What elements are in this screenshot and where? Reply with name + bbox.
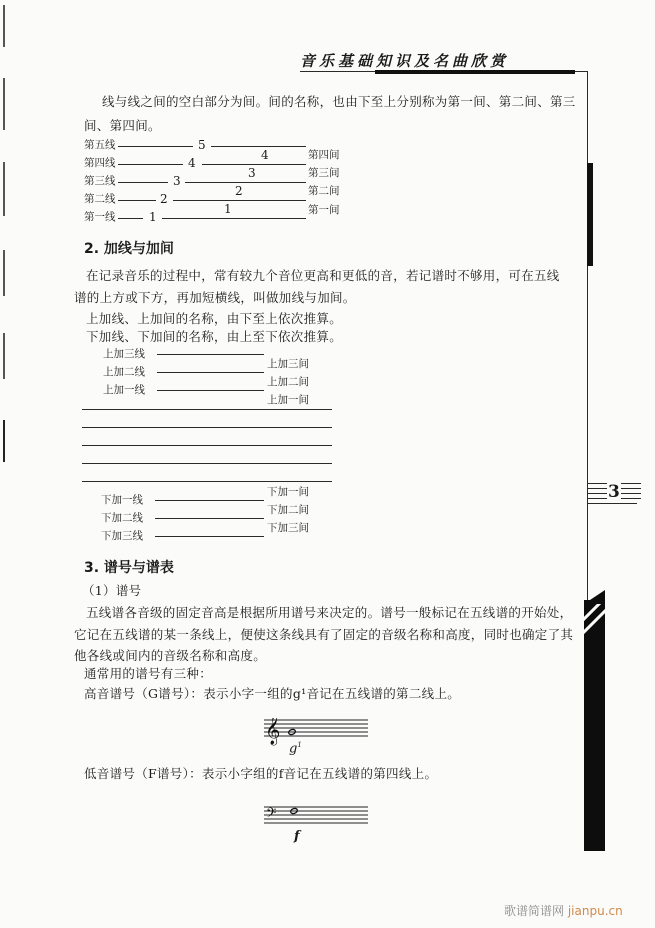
binding-mark bbox=[3, 420, 5, 462]
section-2-heading: 2. 加线与加间 bbox=[84, 241, 174, 257]
staff-line bbox=[82, 409, 332, 410]
lower-ledger-line-label-2: 下加二线 bbox=[101, 512, 143, 524]
bass-clef-staff bbox=[262, 805, 368, 835]
upper-ledger-line-label-1: 上加一线 bbox=[103, 384, 145, 396]
section-2-para-3: 下加线、下加间的名称，由上至下依次推算。 bbox=[86, 329, 343, 344]
decorative-side-bar-top bbox=[584, 590, 605, 604]
space-number-1: 1 bbox=[224, 202, 232, 216]
upper-ledger-space-label-2: 上加二间 bbox=[267, 376, 309, 388]
binding-mark bbox=[3, 333, 5, 379]
upper-ledger-space-label-1: 上加一间 bbox=[267, 394, 309, 406]
lower-ledger-space-label-3: 下加三间 bbox=[267, 522, 309, 534]
line-label-1: 第一线 bbox=[84, 211, 116, 223]
watermark: 歌谱简谱网 jianpu.cn bbox=[504, 904, 623, 918]
section-3-para-2: 通常用的谱号有三种： bbox=[84, 666, 213, 681]
bass-staff-svg bbox=[262, 805, 368, 835]
running-header-title: 音乐基础知识及名曲欣赏 bbox=[300, 52, 510, 70]
lower-ledger-space-label-2: 下加二间 bbox=[267, 504, 309, 516]
staff-line bbox=[82, 463, 332, 464]
line-label-5: 第五线 bbox=[84, 139, 116, 151]
page-tab bbox=[587, 481, 641, 505]
lower-ledger-line-label-3: 下加三线 bbox=[101, 530, 143, 542]
treble-staff-svg bbox=[262, 718, 368, 758]
lower-ledger-space-label-1: 下加一间 bbox=[267, 486, 309, 498]
section-2-para-1-line-1: 在记录音乐的过程中，常有较九个音位更高和更低的音，若记谱时不够用，可在五线 bbox=[86, 268, 560, 283]
treble-clef-staff bbox=[262, 718, 368, 758]
staff-line bbox=[82, 445, 332, 446]
space-label-4: 第四间 bbox=[308, 149, 340, 161]
line-label-4: 第四线 bbox=[84, 157, 116, 169]
header-rule-thick bbox=[375, 70, 575, 74]
treble-clef-icon: 𝄞 bbox=[265, 718, 281, 745]
space-number-3: 3 bbox=[248, 166, 256, 180]
upper-ledger-space-label-3: 上加三间 bbox=[267, 358, 309, 370]
bass-note-label: f bbox=[294, 829, 300, 844]
staff-line bbox=[82, 481, 332, 482]
treble-note-label: $g^1$ bbox=[289, 741, 302, 757]
upper-ledger-line-label-3: 上加三线 bbox=[103, 348, 145, 360]
section-3-subheading-clef: （1）谱号 bbox=[82, 583, 142, 598]
section-3-heading: 3. 谱号与谱表 bbox=[84, 560, 174, 576]
space-label-2: 第二间 bbox=[308, 185, 340, 197]
section-2-para-1-line-2: 谱的上方或下方，再加短横线，叫做加线与加间。 bbox=[74, 290, 356, 305]
treble-clef-description: 高音谱号（G谱号）：表示小字一组的g¹音记在五线谱的第二线上。 bbox=[84, 686, 461, 701]
line-number-1: 1 bbox=[149, 210, 157, 224]
space-label-3: 第三间 bbox=[308, 167, 340, 179]
page-number: 3 bbox=[608, 482, 620, 502]
line-number-5: 5 bbox=[198, 138, 206, 152]
margin-thick-bar bbox=[587, 163, 593, 266]
bass-clef-description: 低音谱号（F谱号）：表示小字组的f音记在五线谱的第四线上。 bbox=[84, 766, 438, 781]
intro-line-1: 线与线之间的空白部分为间。间的名称，也由下至上分别称为第一间、第二间、第三 bbox=[102, 94, 576, 109]
line-number-4: 4 bbox=[188, 156, 196, 170]
binding-mark bbox=[3, 162, 5, 216]
space-label-1: 第一间 bbox=[308, 204, 340, 216]
upper-ledger-line-label-2: 上加二线 bbox=[103, 366, 145, 378]
line-number-2: 2 bbox=[160, 192, 168, 206]
line-label-2: 第二线 bbox=[84, 193, 116, 205]
space-number-4: 4 bbox=[261, 148, 269, 162]
binding-mark bbox=[3, 250, 5, 296]
intro-line-2: 间、第四间。 bbox=[84, 118, 161, 133]
binding-mark bbox=[3, 5, 5, 47]
lower-ledger-line-label-1: 下加一线 bbox=[101, 494, 143, 506]
line-label-3: 第三线 bbox=[84, 175, 116, 187]
line-number-3: 3 bbox=[173, 174, 181, 188]
section-3-para-1-line-3: 他各线或间内的音级名称和高度。 bbox=[74, 648, 267, 663]
staff-line bbox=[82, 427, 332, 428]
bass-clef-icon: 𝄢 bbox=[266, 805, 277, 824]
decorative-side-bar bbox=[584, 600, 605, 851]
section-3-para-1-line-1: 五线谱各音级的固定音高是根据所用谱号来决定的。谱号一般标记在五线谱的开始处， bbox=[86, 605, 573, 620]
section-2-para-2: 上加线、上加间的名称，由下至上依次推算。 bbox=[86, 311, 343, 326]
space-number-2: 2 bbox=[235, 184, 243, 198]
section-3-para-1-line-2: 它记在五线谱的某一条线上，便使这条线具有了固定的音级名称和高度，同时也确定了其 bbox=[74, 627, 574, 642]
binding-mark bbox=[3, 78, 5, 130]
